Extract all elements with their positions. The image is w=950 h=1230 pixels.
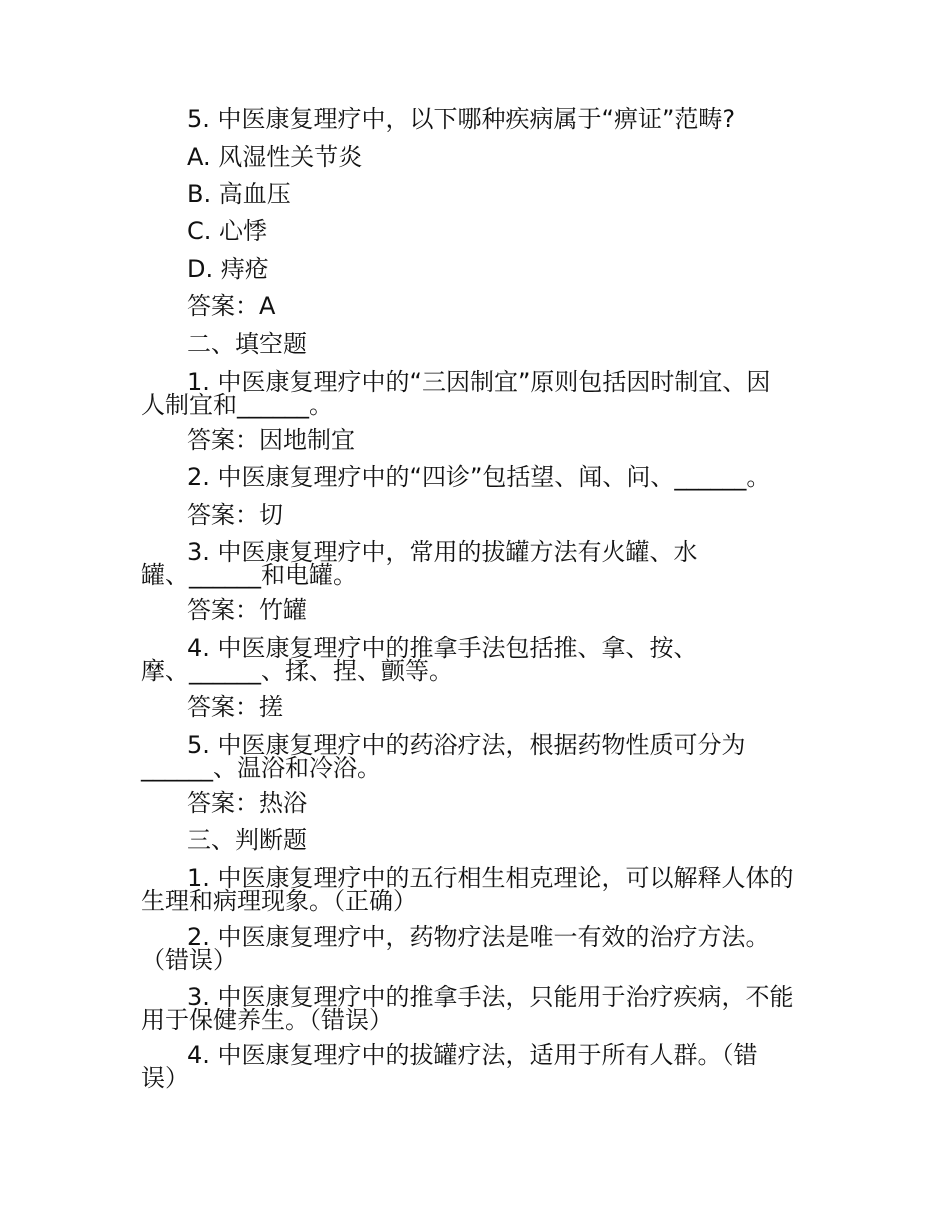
section-heading-true-false: 三、判断题 (187, 826, 307, 854)
fill-question-5-line-2: ______、温浴和冷浴。 (141, 754, 381, 782)
tf-question-4-line-1: 4. 中医康复理疗中的拔罐疗法，适用于所有人群。（错 (187, 1041, 758, 1069)
fill-question-5-line-1: 5. 中医康复理疗中的药浴疗法，根据药物性质可分为 (187, 731, 746, 759)
tf-question-3-line-2: 用于保健养生。（错误） (141, 1006, 393, 1034)
mc-option-c: C. 心悸 (187, 217, 268, 245)
tf-question-1-line-2: 生理和病理现象。（正确） (141, 887, 417, 915)
fill-question-2: 2. 中医康复理疗中的“四诊”包括望、闻、问、______。 (187, 463, 771, 491)
fill-answer-3: 答案：竹罐 (187, 596, 307, 624)
mc-answer-5: 答案：A (187, 292, 276, 320)
section-heading-fill-blank: 二、填空题 (187, 330, 307, 358)
fill-question-1-line-1: 1. 中医康复理疗中的“三因制宜”原则包括因时制宜、因 (187, 368, 771, 396)
fill-question-4-line-2: 摩、______、揉、捏、颤等。 (141, 657, 453, 685)
mc-question-5: 5. 中医康复理疗中，以下哪种疾病属于“痹证”范畴? (187, 105, 736, 133)
fill-question-1-line-2: 人制宜和______。 (141, 391, 333, 419)
fill-question-4-line-1: 4. 中医康复理疗中的推拿手法包括推、拿、按、 (187, 634, 698, 662)
fill-answer-4: 答案：搓 (187, 693, 283, 721)
fill-answer-5: 答案：热浴 (187, 789, 307, 817)
tf-question-4-line-2: 误） (141, 1064, 189, 1092)
mc-option-a: A. 风湿性关节炎 (187, 143, 363, 171)
mc-option-d: D. 痔疮 (187, 255, 269, 283)
fill-question-3-line-2: 罐、______和电罐。 (141, 561, 357, 589)
fill-answer-1: 答案：因地制宜 (187, 426, 355, 454)
tf-question-3-line-1: 3. 中医康复理疗中的推拿手法，只能用于治疗疾病，不能 (187, 983, 794, 1011)
mc-option-b: B. 高血压 (187, 180, 291, 208)
tf-question-1-line-1: 1. 中医康复理疗中的五行相生相克理论，可以解释人体的 (187, 864, 794, 892)
tf-question-2-line-2: （错误） (141, 946, 237, 974)
fill-answer-2: 答案：切 (187, 501, 283, 529)
tf-question-2-line-1: 2. 中医康复理疗中，药物疗法是唯一有效的治疗方法。 (187, 923, 770, 951)
fill-question-3-line-1: 3. 中医康复理疗中，常用的拔罐方法有火罐、水 (187, 538, 698, 566)
